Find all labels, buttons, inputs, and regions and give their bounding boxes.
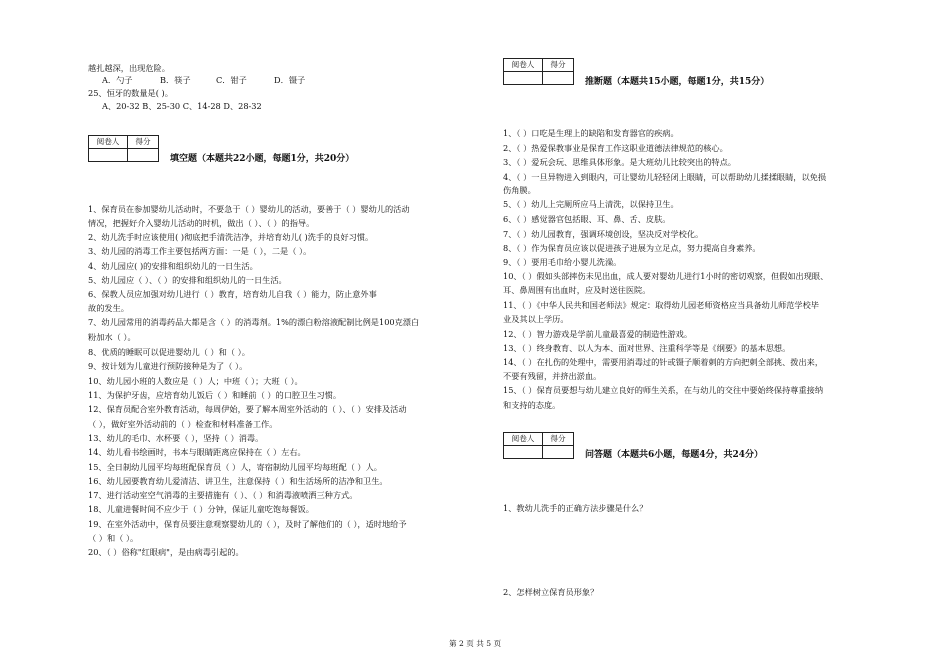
q24-options	[102, 76, 305, 84]
judge-line: 4、（ ）一旦异物进入到眼内，可让婴幼儿轻轻闭上眼睛，可以帮助幼儿揉揉眼睛，以免损	[503, 172, 827, 182]
qa-section-title: 问答题（本题共6小题，每题4分，共24分）	[585, 450, 764, 460]
fill-line: 故的发生。	[88, 303, 129, 313]
fill-line: 18、儿童进餐时间不应少于（ ）分钟，保证儿童吃饱每餐饭。	[88, 504, 314, 514]
fill-line: 15、全日制幼儿园平均每班配保育员（ ）人，寄宿制幼儿园平均每班配（ ）人。	[88, 462, 382, 472]
judge-section-title: 推断题（本题共15小题，每题1分，共15分）	[585, 77, 770, 87]
fill-line: （ ）和（ ）。	[88, 533, 139, 543]
fill-line: 1、保育员在参加婴幼儿活动时，不要急于（ ）婴幼儿的活动，要善于（ ）婴幼儿的活动	[88, 204, 410, 214]
fill-line: 8、优质的睡眠可以促进婴幼儿（ ）和（ ）。	[88, 347, 250, 357]
judge-line: 5、（ ）幼儿上完厕所应马上清洗，以保持卫生。	[503, 199, 679, 209]
fill-line: 3、幼儿园的消毒工作主要包括两方面：一是（ ），二是（ ）。	[88, 246, 312, 256]
fill-section-title: 填空题（本题共22小题，每题1分，共20分）	[170, 154, 355, 164]
score-box-score-label: 得分	[543, 59, 574, 72]
judge-line: 6、（ ）感觉器官包括眼、耳、鼻、舌、皮肤。	[503, 214, 671, 224]
fill-line: 情况，把握好介入婴幼儿活动的时机，做出（ ）、（ ）的指导。	[88, 218, 315, 228]
fill-line: 17、进行活动室空气消毒的主要措施有（ ）、（ ）和消毒液喷洒三种方式。	[88, 490, 358, 500]
judge-line: 12、（ ）智力游戏是学前儿童最喜爱的制造性游戏。	[503, 329, 693, 339]
judge-line: 11、（ ）《中华人民共和国老师法》规定：取得幼儿园老师资格应当具备幼儿师范学校毕	[503, 300, 819, 310]
qa-question-1: 1、教幼儿洗手的正确方法步骤是什么？	[503, 503, 648, 513]
judge-line: 15、（ ）保育员要想与幼儿建立良好的师生关系，在与幼儿的交往中要始终保持尊重接纳	[503, 385, 824, 395]
score-box-reviewer-cell	[89, 149, 128, 162]
judge-line: 14、（ ）在扎伤的处理中，需要用消毒过的针或镊子顺着刺的方向把刺全部挑、拨出来，	[503, 357, 824, 367]
judge-line: 不要有残留，并挤出淤血。	[503, 371, 602, 381]
prev-question-tail: 越扎越深，出现危险。	[88, 63, 170, 73]
judge-line: 1、（ ）口吃是生理上的缺陷和发育器官的疾病。	[503, 128, 679, 138]
fill-line: 11、为保护牙齿，应培育幼儿饭后（ ）和睡前（ ）的口腔卫生习惯。	[88, 390, 342, 400]
score-box-reviewer-label: 阅卷人	[89, 136, 128, 149]
judge-line: 9、（ ）要用毛巾给小婴儿洗澡。	[503, 257, 622, 267]
judge-line: 耳、鼻周围有出血时，应及时送往医院。	[503, 285, 651, 295]
q24-option-b: B．筷子	[160, 75, 191, 85]
fill-line: 2、幼儿洗手时应该使用( )彻底把手清洗洁净，并培育幼儿( )洗手的良好习惯。	[88, 232, 374, 242]
score-box-score-cell	[128, 149, 159, 162]
page-number: 第 2 页 共 5 页	[448, 639, 502, 648]
q25-options: A、20-32 B、25-30 C、14-28 D、28-32	[102, 101, 262, 111]
fill-line: 9、按计划为儿童进行预防接种是为了（ ）。	[88, 361, 248, 371]
judge-line: 10、（ ）假如头部摔伤未见出血，成人要对婴幼儿进行1小时的密切观察，但假如出现眼、	[503, 271, 829, 281]
fill-line: 16、幼儿园要教育幼儿爱清洁、讲卫生，注意保持（ ）和生活场所的洁净和卫生。	[88, 476, 388, 486]
judge-line: 和支持的态度。	[503, 400, 561, 410]
qa-question-2: 2、怎样树立保育员形象？	[503, 587, 599, 597]
fill-line: 5、幼儿园应（ ）、（ ）的安排和组织幼儿的一日生活。	[88, 275, 287, 285]
judge-score-box	[503, 58, 574, 85]
fill-line: 4、幼儿园应( )的安排和组织幼儿的一日生活。	[88, 261, 258, 271]
fill-line: 14、幼儿看书绘画时，书本与眼睛距离应保持在（ ）左右。	[88, 447, 306, 457]
score-box-score-label: 得分	[543, 433, 574, 446]
q24-option-a: A．勺子	[102, 75, 133, 85]
qa-score-box	[503, 432, 574, 459]
judge-line: 8、（ ）作为保育员应该以促进孩子进展为立足点，努力提高自身素养。	[503, 243, 761, 253]
q25-stem: 25、恒牙的数量是( )。	[88, 88, 173, 98]
fill-line: 12、保育员配合室外教育活动，每周伊始，要了解本周室外活动的（ ）、（ ）安排及活动	[88, 404, 407, 414]
score-box-reviewer-cell	[504, 446, 543, 459]
judge-line: 2、（ ）热爱保教事业是保育工作这职业道德法律规范的核心。	[503, 143, 728, 153]
judge-line: 伤角膜。	[503, 185, 536, 195]
fill-line: 7、幼儿园常用的消毒药品大都是含（ ）的消毒剂。1%的漂白粉溶液配制比例是100克漂白	[88, 317, 420, 327]
fill-line: 6、保教人员应加强对幼儿进行（ ）教育，培育幼儿自我（ ）能力，防止意外事	[88, 289, 377, 299]
judge-line: 7、（ ）幼儿园教育，强调环境创设，坚决反对学校化。	[503, 229, 704, 239]
score-box-reviewer-label: 阅卷人	[504, 59, 543, 72]
score-box-score-cell	[543, 72, 574, 85]
fill-line: 粉加水（ ）。	[88, 332, 136, 342]
judge-line: 3、（ ）爱玩会玩、思维具体形象。是大班幼儿比较突出的特点。	[503, 157, 736, 167]
score-box-score-cell	[543, 446, 574, 459]
fill-score-box	[88, 135, 159, 162]
q24-option-c: C．钳子	[216, 75, 247, 85]
score-box-score-label: 得分	[128, 136, 159, 149]
fill-line: 20、（ ）俗称"红眼病"，是由病毒引起的。	[88, 547, 244, 557]
score-box-reviewer-label: 阅卷人	[504, 433, 543, 446]
fill-line: 13、幼儿的毛巾、水杯要（ ），坚持（ ）消毒。	[88, 433, 264, 443]
fill-line: 19、在室外活动中，保育员要注意观察婴幼儿的（ ），及时了解他们的（ ），适时地给予	[88, 519, 407, 529]
fill-line: （ ），做好室外活动前的（ ）检查和材料准备工作。	[88, 419, 278, 429]
judge-line: 业及其以上学历。	[503, 314, 569, 324]
judge-line: 13、（ ）终身教育、以人为本、面对世界、注重科学等是《纲要》的基本思想。	[503, 343, 791, 353]
fill-line: 10、幼儿园小班的人数应是（ ）人；中班（ ）；大班（ ）。	[88, 376, 303, 386]
q24-option-d: D．镊子	[274, 75, 306, 85]
score-box-reviewer-cell	[504, 72, 543, 85]
